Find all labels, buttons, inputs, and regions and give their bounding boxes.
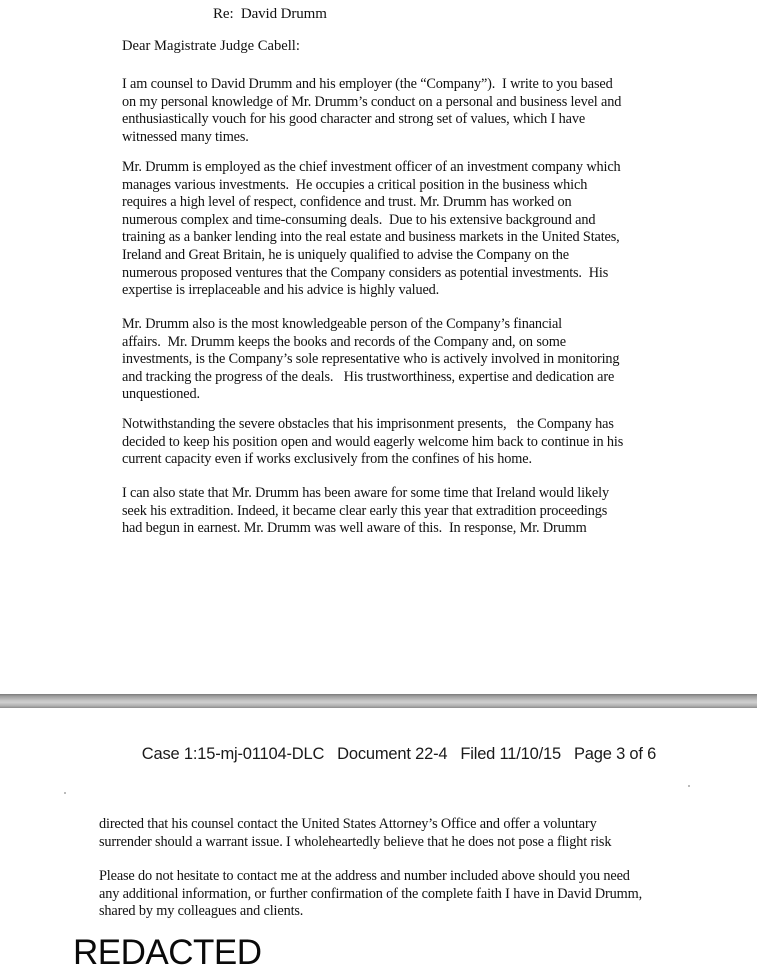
text-line: shared by my colleagues and clients. <box>99 903 304 920</box>
filed-date: Filed 11/10/15 <box>460 745 561 763</box>
text-line: affairs. Mr. Drumm keeps the books and records of the Company and, on some <box>122 333 566 350</box>
text-line: enthusiastically vouch for his good character and strong set of values, which I have <box>122 111 586 128</box>
text-line: manages various investments. He occupies a critical position in the business which <box>122 176 588 193</box>
case-header <box>133 726 669 764</box>
text-line: surrender should a warrant issue. I wholeheartedly believe that he does not pose a flight risk <box>99 833 612 850</box>
paragraph-position-open <box>122 416 682 469</box>
paragraph-employment <box>122 159 682 300</box>
redacted-label: REDACTED <box>73 933 262 972</box>
page-number: Page 3 of 6 <box>573 745 657 763</box>
document-number: Document 22-4 <box>337 745 448 763</box>
text-line: decided to keep his position open and would eagerly welcome him back to continue in his <box>122 433 624 450</box>
scan-speck <box>688 785 690 787</box>
text-line: Mr. Drumm is employed as the chief investment officer of an investment company which <box>122 159 621 175</box>
text-line: unquestioned. <box>122 386 200 403</box>
text-line: training as a banker lending into the real estate and business markets in the United States, <box>122 229 620 246</box>
text-line: I am counsel to David Drumm and his employer (the “Company”). I write to you based <box>122 76 613 92</box>
paragraph-extradition <box>122 485 682 538</box>
text-line: Please do not hesitate to contact me at the address and number included above should you need <box>99 868 630 884</box>
paragraph-counsel-intro <box>122 76 682 146</box>
text-line: numerous complex and time-consuming deals. Due to his extensive background and <box>122 211 596 228</box>
text-line: seek his extradition. Indeed, it became clear early this year that extradition proceedings <box>122 502 608 519</box>
text-line: numerous proposed ventures that the Company considers as potential investments. His <box>122 264 609 281</box>
re-line: Re: David Drumm <box>213 6 327 22</box>
text-line: had begun in earnest. Mr. Drumm was well aware of this. In response, Mr. Drumm <box>122 520 587 537</box>
text-line: expertise is irreplaceable and his advice is highly valued. <box>122 282 440 299</box>
text-line: I can also state that Mr. Drumm has been aware for some time that Ireland would likely <box>122 485 609 501</box>
text-line: any additional information, or further confirmation of the complete faith I have in David Drumm, <box>99 885 643 902</box>
text-line: investments, is the Company’s sole representative who is actively involved in monitoring <box>122 351 620 368</box>
text-line: current capacity even if works exclusively from the confines of his home. <box>122 451 532 468</box>
paragraph-financial-affairs <box>122 316 682 404</box>
paragraph-closing <box>99 868 719 921</box>
scan-speck <box>64 792 66 794</box>
paragraph-voluntary-surrender <box>99 816 719 851</box>
text-line: Ireland and Great Britain, he is uniquely qualified to advise the Company on the <box>122 246 569 263</box>
text-line: and tracking the progress of the deals. His trustworthiness, expertise and dedication are <box>122 368 615 385</box>
salutation: Dear Magistrate Judge Cabell: <box>122 38 300 54</box>
text-line: directed that his counsel contact the United States Attorney’s Office and offer a voluntary <box>99 816 597 832</box>
case-number: Case 1:15-mj-01104-DLC <box>141 745 325 763</box>
text-line: Notwithstanding the severe obstacles that his imprisonment presents, the Company has <box>122 416 614 432</box>
text-line: witnessed many times. <box>122 128 249 145</box>
page-separator <box>0 694 757 708</box>
text-line: requires a high level of respect, confidence and trust. Mr. Drumm has worked on <box>122 194 572 211</box>
text-line: Mr. Drumm also is the most knowledgeable person of the Company’s financial <box>122 316 562 332</box>
text-line: on my personal knowledge of Mr. Drumm’s conduct on a personal and business level and <box>122 93 622 110</box>
